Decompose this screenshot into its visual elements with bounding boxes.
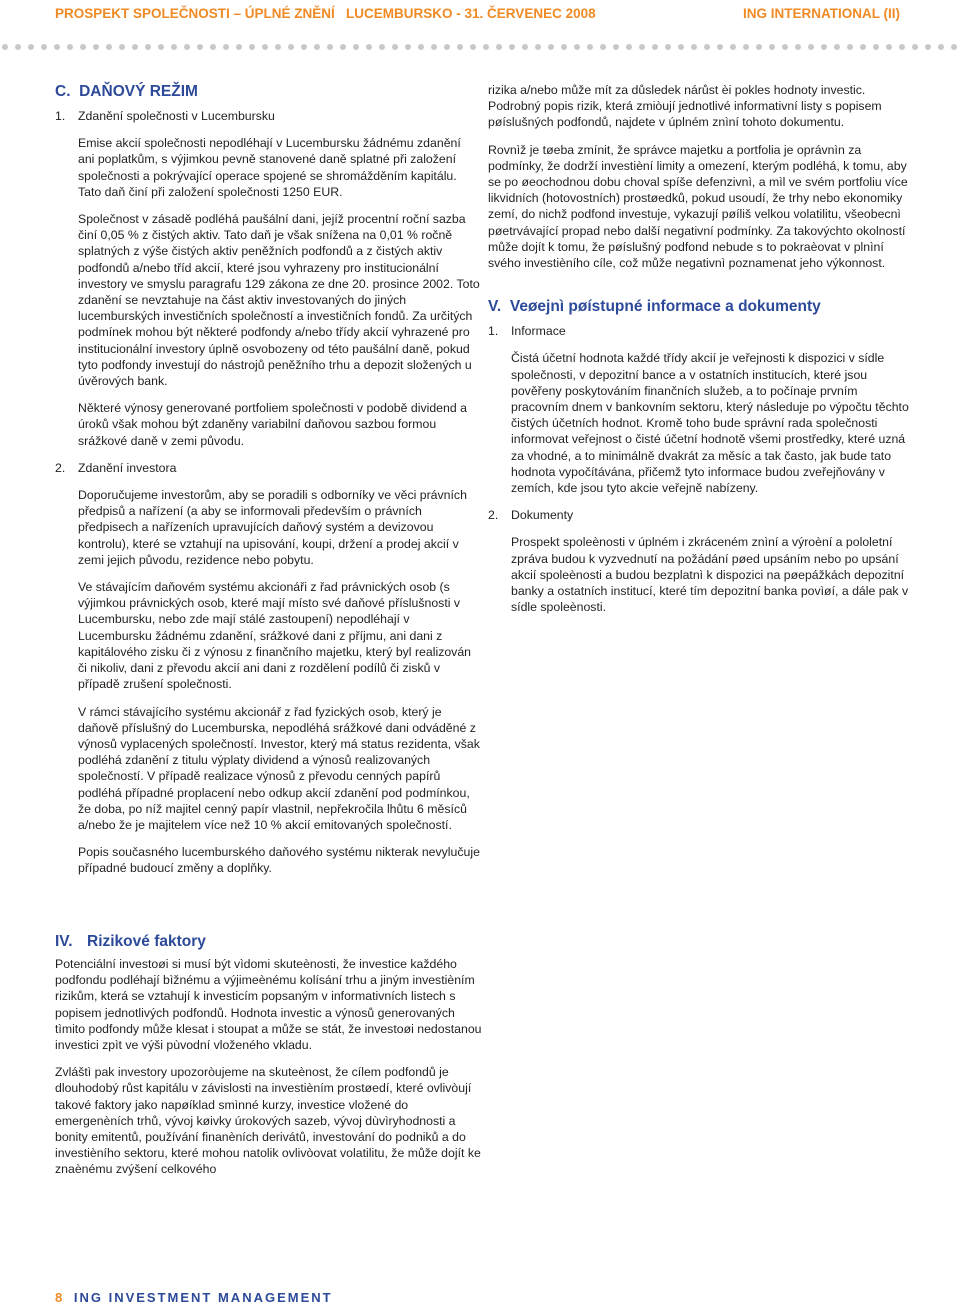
- divider-dot: [522, 44, 528, 50]
- divider-dot: [405, 44, 411, 50]
- paragraph: V rámci stávajícího systému akcionář z řad fyzických osob, který je daňově příslušný do Lucemburska, nepodléhá srážkové dani odváděné z výnosů vyplacených společností. Investor, který má status rezidenta, však podléhá zdanění z titulu výplaty dividend a výnosů realizovaných společností. V případě realizace výnosů z převodu cenných papírů podléhá případné proplacení nebo odkup akcií zdanění pod podmínkou, že doba, po níž majitel cenný papír vlastnil, nepřekročila lhůtu 6 měsíců a/nebo že je majitelem více než 10 % akcií emitovaných společností.: [78, 704, 480, 832]
- item-title: Zdanění investora: [78, 460, 177, 475]
- paragraph: Emise akcií společnosti nepodléhají v Lucembursku žádnému zdanění ani poplatkům, s výjimkou pevně stanovené daně splatné při založení společnosti a pokrývající operace spojené se shromážděním kapitálu. Tato daň činí při založení společnosti 1250 EUR.: [78, 136, 461, 199]
- divider-dot: [483, 44, 489, 50]
- divider-dot: [535, 44, 541, 50]
- divider-dot: [210, 44, 216, 50]
- item-2-heading: [55, 460, 480, 476]
- item-1-heading: [488, 323, 913, 339]
- paragraph: Popis současného lucemburského daňového systému nikterak nevylučuje případné budoucí změny a doplňky.: [78, 845, 480, 876]
- divider-dot: [28, 44, 34, 50]
- left-column: [55, 82, 480, 877]
- item-number: 2.: [488, 508, 499, 523]
- divider-dot: [795, 44, 801, 50]
- divider-dot: [197, 44, 203, 50]
- item-title: Dokumenty: [511, 508, 574, 523]
- divider-dot: [587, 44, 593, 50]
- divider-dot: [106, 44, 112, 50]
- divider-dot: [67, 44, 73, 50]
- divider-dot: [80, 44, 86, 50]
- divider-dot: [301, 44, 307, 50]
- divider-dot: [613, 44, 619, 50]
- divider-dot: [223, 44, 229, 50]
- paragraph: Zvláštì pak investory upozoròujeme na skuteènost, že cílem podfondů je dlouhodobý růst kapitálu v závislosti na investièním prostøedí, které ovlivòují takové faktory jako napøíklad smìnné kurzy, investice vložené do emergenèních trhů, vývoj køivky úrokových sazeb, vývoj dùvìryhodnosti a bonity emitentů, používání finanèních derivátů, investování do podniků a do investièního sektoru, které mohou natolik ovlivòovat volatilitu, že může dojít ke znaènému zvýšení celkového: [55, 1065, 481, 1177]
- item-number: 1.: [55, 109, 66, 123]
- divider-dot: [730, 44, 736, 50]
- paragraph: Čistá účetní hodnota každé třídy akcií je veřejnosti k dispozici v sídle společnosti, v depozitní bance a v ostatních institucích, které jsou pověřeny poskytováním finančních služeb, a to počínaje prvním pracovním dnem v bankovním sektoru, který následuje po výpočtu těchto čistých účetních hodnot. Kromě toho bude správní rada společnosti informovat veřejnost o čisté účetní hodnotě všemi prostředky, které uzná za vhodné, a to minimálně dvakrát za měsíc a tak často, jak bude tato hodnota vypočítávána, přičemž tyto informace budou zveřejňovány v zemích, kde jsou tyto akcie veřejně nabízeny.: [511, 351, 909, 496]
- divider-dot: [314, 44, 320, 50]
- divider-dot: [548, 44, 554, 50]
- divider-dot: [288, 44, 294, 50]
- divider-dot: [626, 44, 632, 50]
- divider-dot: [769, 44, 775, 50]
- divider-dot: [691, 44, 697, 50]
- divider-dot: [561, 44, 567, 50]
- divider-dot: [756, 44, 762, 50]
- divider-dot: [54, 44, 60, 50]
- paragraph: Potenciální investoøi si musí být vìdomi skuteènosti, že investice každého podfondu podléhají bìžnému a výjimeènému kolísání trhu a jiným investièním rizikům, která se vztahují k investicím popsaným v informativních listech s popisem jednotlivých podfondů. Hodnota investic a výnosů generovaných tìmito podfondy může klesat i stoupat a může se stát, že investoøi nedostanou investici zpìt ve výši pùvodní vloženého vkladu.: [55, 957, 482, 1053]
- divider-dot: [704, 44, 710, 50]
- divider-dot: [470, 44, 476, 50]
- divider-dot: [41, 44, 47, 50]
- divider-dot: [93, 44, 99, 50]
- paragraph: Ve stávajícím daňovém systému akcionáři z řad právnických osob (s výjimkou právnických osob, které mají místo své daňové příslušnosti v Lucembursku, nebo zde mají stálé zastoupení) nepodléhají v Lucembursku žádnému zdanění, srážkové dani z příjmu, ani dani z kapitálového zisku či z výnosu z finančního majetku, který byl realizován či nikoliv, dani z převodu akcií ani dani z rozdělení podílů či zisků v případě zrušení společnosti.: [78, 580, 472, 692]
- divider-dot: [912, 44, 918, 50]
- divider-dot: [457, 44, 463, 50]
- right-column: [488, 82, 913, 615]
- section-number: IV.: [55, 933, 73, 950]
- header-document-title: PROSPEKT SPOLEČNOSTI – ÚPLNÉ ZNĚNÍ LUCEMBURSKO - 31. ČERVENEC 2008: [55, 6, 596, 21]
- page-header: [55, 6, 900, 26]
- divider-dot: [431, 44, 437, 50]
- divider-dot: [249, 44, 255, 50]
- item-1-heading: [55, 108, 480, 124]
- divider-dot: [340, 44, 346, 50]
- divider-dot: [379, 44, 385, 50]
- section-title-text: Rizikové faktory: [87, 933, 206, 950]
- section-c-title: C. DAŇOVÝ REŽIM: [55, 83, 198, 100]
- section-iv-title: [55, 932, 485, 952]
- divider-dot: [821, 44, 827, 50]
- footer-brand: ING INVESTMENT MANAGEMENT: [73, 1290, 333, 1305]
- divider-dot: [158, 44, 164, 50]
- divider-dot: [834, 44, 840, 50]
- divider-dot: [145, 44, 151, 50]
- divider-dot: [808, 44, 814, 50]
- divider-dot: [600, 44, 606, 50]
- item-title: Zdanění společnosti v Lucembursku: [78, 109, 275, 123]
- paragraph: Prospekt spoleènosti v úplném i zkráceném znìní a výroèní a pololetní zpráva budou k vyzvednutí na požádání pøed upsáním nebo po upsání akcií spoleènosti a budou bezplatnì k dispozici na pøepážkách depozitní banky a ostatních institucí, které tím depozitní banka povìøí, a dále pak v sídle spoleènosti.: [511, 535, 909, 615]
- divider-dot: [171, 44, 177, 50]
- divider-dot: [938, 44, 944, 50]
- paragraph: Některé výnosy generované portfoliem společnosti v podobě dividend a úroků však mohou být zdaněny variabilní daňovou sazbou formou srážkové daně v zemi původu.: [78, 401, 467, 448]
- header-fund-name: ING INTERNATIONAL (II): [743, 6, 900, 21]
- divider-dot: [327, 44, 333, 50]
- divider-dot: [509, 44, 515, 50]
- divider-dot: [860, 44, 866, 50]
- divider-dot: [184, 44, 190, 50]
- divider-dot: [236, 44, 242, 50]
- divider-dot: [886, 44, 892, 50]
- risk-factors-section: [55, 932, 485, 1178]
- item-number: 2.: [55, 460, 66, 475]
- divider-dot: [418, 44, 424, 50]
- divider-dot: [392, 44, 398, 50]
- divider-dot: [717, 44, 723, 50]
- divider-dot: [496, 44, 502, 50]
- item-number: 1.: [488, 324, 499, 339]
- divider-dot: [665, 44, 671, 50]
- divider-dot: [847, 44, 853, 50]
- divider-dot: [366, 44, 372, 50]
- paragraph: Rovnìž je tøeba zmínit, že správce majetku a portfolia je oprávnìn za podmínky, že dodrží investièní limity a omezení, kterým podléhá, k tomu, aby se po øeochodnou dobu choval spíše defenzivnì, a mìl ve svém portfoliu více likvidních (hotovostních) prostøedků, pokud usoudí, že trhy nebo ekonomiky zemí, do nichž podfond investuje, vykazují pøíliš velkou volatilitu, všeobecnì pøetrvávající propad nebo další negativní podmínky. Za takovýchto okolností může dojít k tomu, že pøíslušný podfond nebude s to pokraèovat v plnìní svého investièního cíle, což může negativnì poznamenat jeho výkonnost.: [488, 142, 908, 271]
- paragraph: Doporučujeme investorům, aby se poradili s odborníky ve věci právních předpisů a nařízení (a aby se informovali především o právních předpisech a nařízeních upravujících daňový systém a devizovou kontrolu), které se vztahují na upisování, koupi, držení a prodej akcií v zemi jejich původu, rezidence nebo pobytu.: [78, 488, 467, 567]
- item-2-heading: [488, 507, 913, 523]
- divider-dot: [925, 44, 931, 50]
- divider-dot: [899, 44, 905, 50]
- item-title: Informace: [511, 324, 566, 339]
- paragraph: rizika a/nebo může mít za důsledek nárůst èi pokles hodnoty investic. Podrobný popis rizik, která zmiòují jednotlivé informativní listy s popisem pøíslušných podfondů, najdete v úplném znìní tohoto dokumentu.: [488, 83, 882, 130]
- page-number: 8: [55, 1290, 63, 1305]
- divider-dot: [743, 44, 749, 50]
- divider-dot: [15, 44, 21, 50]
- divider-dot: [353, 44, 359, 50]
- paragraph: Společnost v zásadě podléhá paušální dani, jejíž procentní roční sazba činí 0,05 % z čistých aktiv. Tato daň je však snížena na 0,01 % ročně splatných z výše čistých aktiv peněžních podfondů a z čistých aktiv podfondů a/nebo tříd akcií, které jsou vyhrazeny pro institucionální investory ve smyslu paragrafu 129 zákona ze dne 20. prosince 2002. Toto zdanění se nevztahuje na část aktiv investovaných do jiných lucemburských investičních společností a investičních fondů. Za určitých podmínek mohou být některé podfondy a/nebo třídy akcií vyhrazené pro institucionální investory úplně osvobozeny od této paušální daně, pokud tyto podfondy investují do nástrojů peněžního trhu a depozit složených u úvěrových bank.: [78, 212, 480, 389]
- divider-dot: [639, 44, 645, 50]
- divider-dot: [678, 44, 684, 50]
- divider-dot: [2, 44, 8, 50]
- divider-dot: [574, 44, 580, 50]
- divider-dot: [132, 44, 138, 50]
- divider-dot: [119, 44, 125, 50]
- divider-dot: [782, 44, 788, 50]
- divider-dot: [873, 44, 879, 50]
- page-footer: [55, 1290, 333, 1305]
- divider-dot: [951, 44, 957, 50]
- dotted-divider: [0, 44, 960, 50]
- divider-dot: [652, 44, 658, 50]
- divider-dot: [275, 44, 281, 50]
- divider-dot: [444, 44, 450, 50]
- section-v-title: V. Veøejnì pøístupné informace a dokumenty: [488, 298, 821, 316]
- divider-dot: [262, 44, 268, 50]
